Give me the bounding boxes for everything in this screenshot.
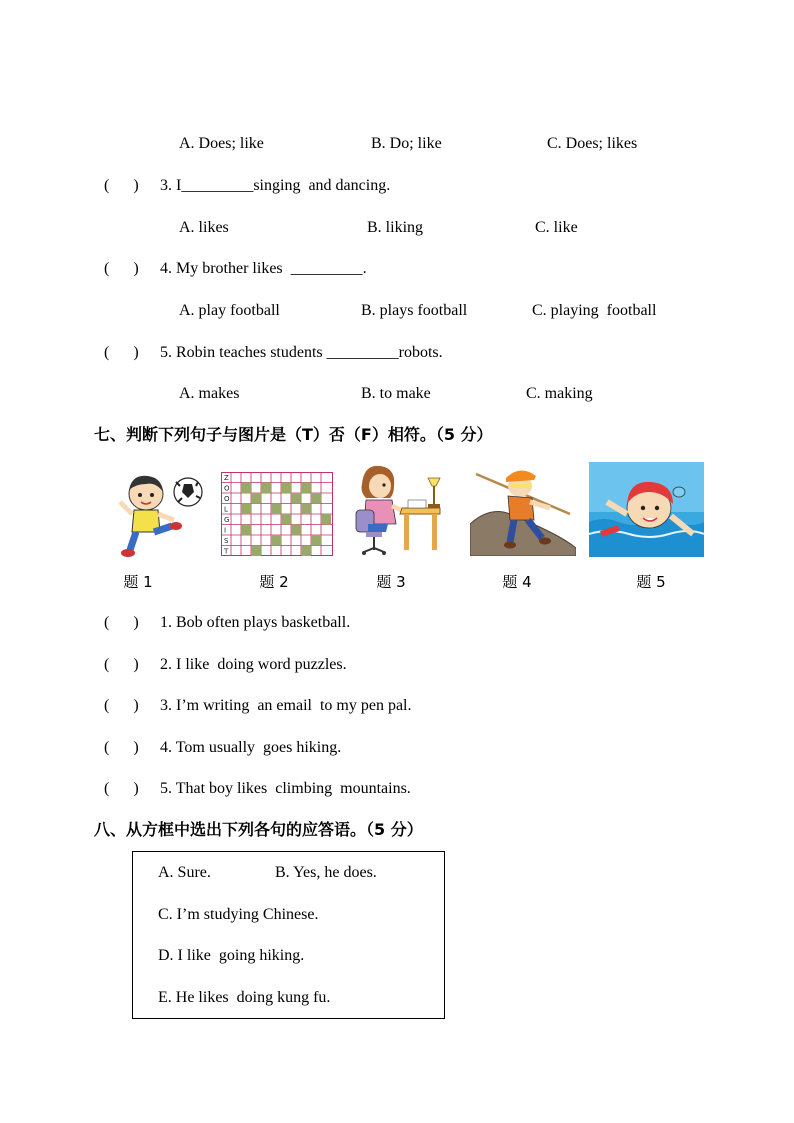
picture-1-caption: 题 1 — [123, 573, 153, 591]
puzzle-letter: Z — [224, 474, 229, 482]
s7-item4-text: 4. Tom usually goes hiking. — [160, 739, 342, 756]
q4-option-c: C. playing football — [532, 302, 657, 319]
box-option-c: C. I’m studying Chinese. — [158, 906, 319, 923]
s7-item1-answer-paren[interactable]: ( ) — [104, 614, 139, 631]
q4-stem: 4. My brother likes _________. — [160, 260, 367, 277]
puzzle-letter: T — [224, 547, 229, 556]
box-option-a: A. Sure. — [158, 864, 211, 881]
picture-5-swimming-boy — [589, 462, 704, 557]
box-option-d: D. I like going hiking. — [158, 947, 305, 964]
picture-2-caption: 题 2 — [259, 573, 289, 591]
puzzle-letter: G — [224, 516, 230, 524]
q5-stem: 5. Robin teaches students _________robots. — [160, 344, 443, 361]
s7-item5-answer-paren[interactable]: ( ) — [104, 780, 139, 797]
puzzle-letter: S — [224, 537, 229, 545]
s7-item3-answer-paren[interactable]: ( ) — [104, 697, 139, 714]
picture-4-caption: 题 4 — [502, 573, 532, 591]
s7-item1-text: 1. Bob often plays basketball. — [160, 614, 351, 631]
q5-option-b: B. to make — [361, 385, 431, 402]
s7-item2-text: 2. I like doing word puzzles. — [160, 656, 347, 673]
q3-option-b: B. liking — [367, 219, 424, 236]
s7-item2-answer-paren[interactable]: ( ) — [104, 656, 139, 673]
q2-option-b: B. Do; like — [371, 135, 442, 152]
box-option-b: B. Yes, he does. — [275, 864, 377, 881]
puzzle-letter: L — [224, 505, 228, 514]
puzzle-letter: I — [224, 526, 227, 535]
picture-4-climbing-boy — [470, 462, 576, 556]
s7-item3-text: 3. I’m writing an email to my pen pal. — [160, 697, 412, 714]
q3-answer-paren[interactable]: ( ) — [104, 177, 139, 194]
picture-3-girl-writing — [352, 460, 448, 558]
puzzle-letter: O — [224, 495, 230, 503]
q2-option-c: C. Does; likes — [547, 135, 638, 152]
s7-item5-text: 5. That boy likes climbing mountains. — [160, 780, 411, 797]
q5-option-c: C. making — [526, 385, 593, 402]
q3-stem: 3. I_________singing and dancing. — [160, 177, 391, 194]
picture-2-word-puzzle — [221, 472, 333, 556]
section8-title: 八、从方框中选出下列各句的应答语。（5 分） — [94, 820, 423, 839]
box-option-e: E. He likes doing kung fu. — [158, 989, 331, 1006]
puzzle-letter: O — [224, 484, 230, 493]
picture-1-football-boy — [112, 470, 207, 560]
q5-option-a: A. makes — [179, 385, 240, 402]
q3-option-a: A. likes — [179, 219, 229, 236]
s7-item4-answer-paren[interactable]: ( ) — [104, 739, 139, 756]
q4-option-a: A. play football — [179, 302, 280, 319]
q4-option-b: B. plays football — [361, 302, 468, 319]
section7-title: 七、判断下列句子与图片是（T）否（F）相符。（5 分） — [94, 425, 493, 444]
q3-option-c: C. like — [535, 219, 578, 236]
q2-option-a: A. Does; like — [179, 135, 264, 152]
picture-3-caption: 题 3 — [376, 573, 406, 591]
q4-answer-paren[interactable]: ( ) — [104, 260, 139, 277]
q5-answer-paren[interactable]: ( ) — [104, 344, 139, 361]
picture-5-caption: 题 5 — [636, 573, 666, 591]
